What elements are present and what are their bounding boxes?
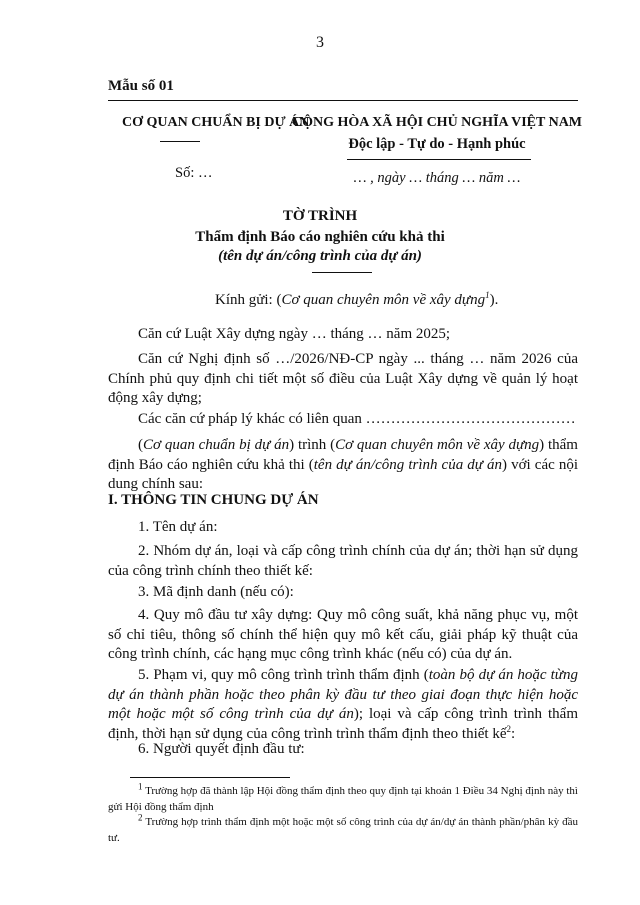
document-subtitle-project: (tên dự án/công trình của dự án) <box>218 248 422 264</box>
motto-underline <box>347 159 531 160</box>
item-identifier-code: 3. Mã định danh (nếu có): <box>138 584 294 600</box>
document-number: Số: … <box>175 165 213 181</box>
country-name: CỘNG HÒA XÃ HỘI CHỦ NGHĨA VIỆT NAM <box>292 115 583 130</box>
document-title: TỜ TRÌNH <box>282 208 358 224</box>
footnote-divider <box>130 777 290 778</box>
footnote-ref-1: 1 <box>485 290 490 300</box>
agency-name: CƠ QUAN CHUẨN BỊ DỰ ÁN <box>122 115 310 130</box>
item-investment-scale: 4. Quy mô đầu tư xây dựng: Quy mô công suất, khả năng phục vụ, một số chỉ tiêu, thông số chính thể hiện quy mô kết cấu, giải pháp kỹ thuật của công trình chính, các hạng mục công trình khác (nếu có) của dự án. <box>108 607 578 662</box>
footnote-2: $^2$ Trường hợp trình thẩm định một hoặc một số công trình của dự án/dự án thành phần/phân kỳ đầu tư. <box>108 812 578 844</box>
item-investment-decider: 6. Người quyết định đầu tư: <box>138 741 305 757</box>
recipient-line: Kính gửi: (Cơ quan chuyên môn về xây dựng$^1$). <box>215 290 499 308</box>
item-appraisal-scope: 5. Phạm vi, quy mô công trình trình thẩm định (toàn bộ dự án hoặc từng dự án thành phần hoặc theo phân kỳ đầu tư theo giai đoạn thực hiện hoặc một hoặc một số công trình của dự án); loại và cấp công trình trình thẩm định, thời hạn sử dụng của công trình trình thẩm định theo thiết kế$^2$: <box>108 667 578 742</box>
section-heading-general-info: I. THÔNG TIN CHUNG DỰ ÁN <box>108 492 319 508</box>
legal-basis-decree: Căn cứ Nghị định số …/2026/NĐ-CP ngày ... tháng … năm 2026 của Chính phủ quy định chi tiết một số điều của Luật Xây dựng về quản lý hoạt động xây dựng; <box>108 351 578 406</box>
item-project-group: 2. Nhóm dự án, loại và cấp công trình chính của dự án; thời hạn sử dụng của công trình chính theo thiết kế: <box>108 543 578 579</box>
item-project-name: 1. Tên dự án: <box>138 519 218 535</box>
page-number: 3 <box>316 34 324 51</box>
agency-underline <box>160 141 200 142</box>
footnote-ref-2: 2 <box>506 723 511 734</box>
date-line: … , ngày … tháng … năm … <box>353 170 521 186</box>
national-motto: Độc lập - Tự do - Hạnh phúc <box>348 136 526 152</box>
document-subtitle: Thẩm định Báo cáo nghiên cứu khả thi <box>195 229 445 245</box>
intro-paragraph: (Cơ quan chuẩn bị dự án) trình (Cơ quan chuyên môn về xây dựng) thẩm định Báo cáo nghiên cứu khả thi (tên dự án/công trình của dự án) với các nội dung chính sau: <box>108 437 578 492</box>
legal-basis-law: Căn cứ Luật Xây dựng ngày … tháng … năm 2025; <box>138 326 451 342</box>
form-number: Mẫu số 01 <box>108 78 174 94</box>
footnote-1: $^1$ Trường hợp đã thành lập Hội đồng thẩm định theo quy định tại khoản 1 Điều 34 Nghị định này thì gửi Hội đồng thẩm định <box>108 781 578 813</box>
title-underline <box>312 272 372 273</box>
legal-basis-other: Các căn cứ pháp lý khác có liên quan …………………………………… <box>138 411 576 427</box>
header-divider <box>108 100 578 101</box>
